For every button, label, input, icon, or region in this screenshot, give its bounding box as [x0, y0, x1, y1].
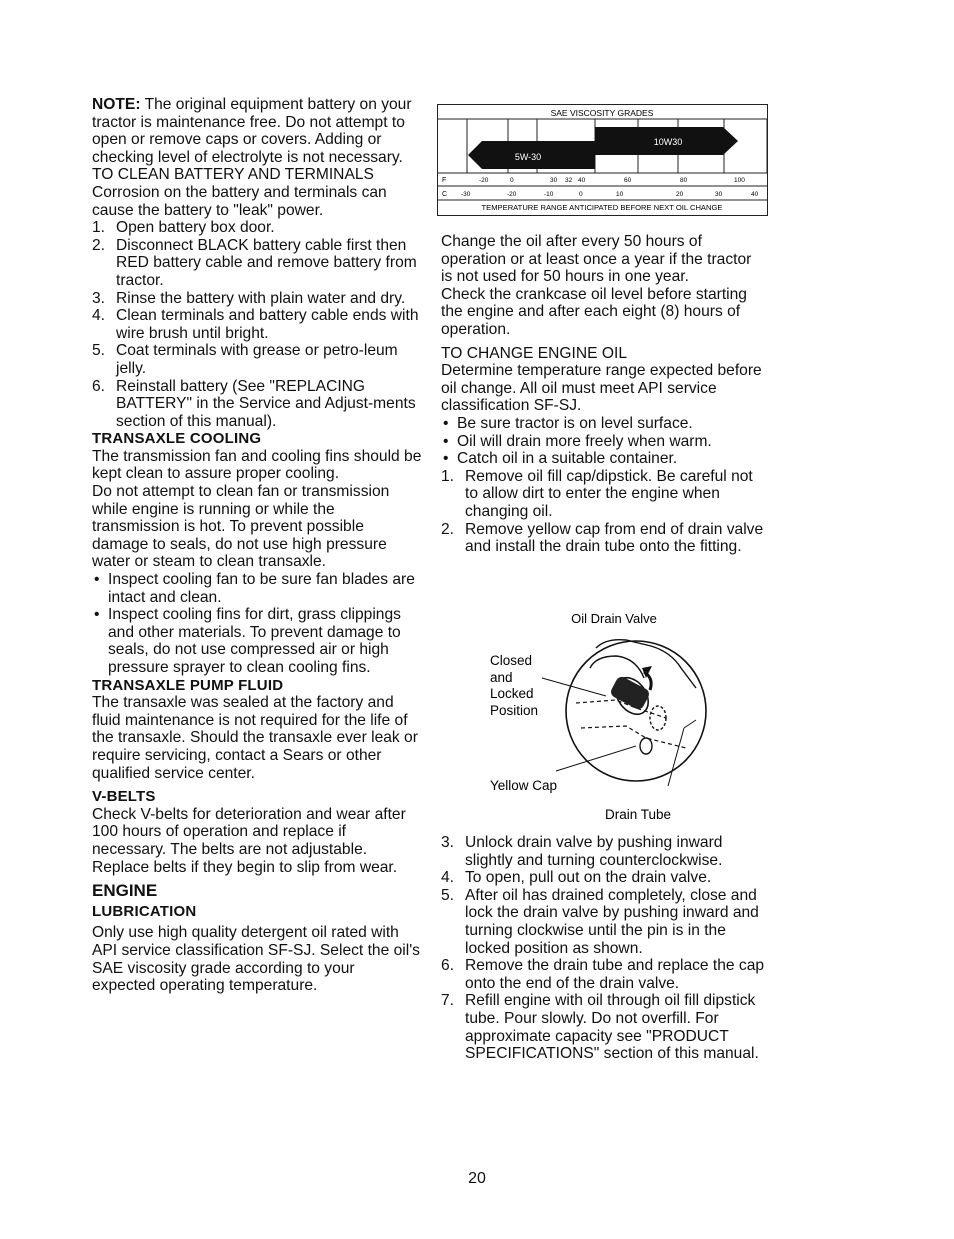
- chart-footer: TEMPERATURE RANGE ANTICIPATED BEFORE NEXT OIL CHANGE: [481, 203, 723, 212]
- pump-fluid-heading: TRANSAXLE PUMP FLUID: [92, 676, 284, 694]
- bullet-icon: •: [443, 414, 449, 432]
- note-label: NOTE:: [92, 96, 141, 113]
- f-tick: 32: [565, 177, 573, 184]
- list-item: [92, 219, 422, 237]
- celsius-label: C: [442, 191, 448, 198]
- label-drain-tube: Drain Tube: [604, 807, 672, 822]
- bullet-text: Oil will drain more freely when warm.: [457, 432, 712, 450]
- lubrication-heading: LUBRICATION: [92, 902, 197, 920]
- clean-battery-heading: TO CLEAN BATTERY AND TERMINALS: [92, 166, 374, 184]
- list-item: [92, 290, 422, 308]
- step-number: 6.: [441, 957, 455, 975]
- label-closed-line1: Closed: [490, 653, 533, 668]
- c-tick: 40: [751, 191, 759, 198]
- diagram-title: Oil Drain Valve: [571, 611, 657, 626]
- bullet-text: Catch oil in a suitable container.: [457, 450, 678, 468]
- step-text: Remove oil fill cap/dipstick. Be careful not to allow dirt to enter the engine when changing oil.: [465, 467, 753, 520]
- clean-battery-steps: [92, 219, 422, 430]
- band-5w30-label: 5W-30: [514, 152, 542, 162]
- right-column: [441, 233, 766, 556]
- bullet-text: Be sure tractor is on level surface.: [457, 414, 693, 432]
- vbelts-text: Check V-belts for deterioration and wear after 100 hours of operation and replace if necessary. The belts are not adjustable. Replace belts if they begin to slip from wear.: [92, 805, 406, 876]
- c-tick: -30: [461, 191, 471, 198]
- note-text: The original equipment battery on your tractor is maintenance free. Do not attempt to open or remove caps or covers. Adding or checking level of electrolyte is not necessary.: [92, 96, 412, 166]
- band-10w30-label: 10W30: [653, 137, 683, 147]
- step-number: 6.: [92, 377, 106, 395]
- clean-battery-intro: Corrosion on the battery and terminals can cause the battery to "leak" power.: [92, 183, 387, 219]
- list-item: [441, 834, 766, 869]
- determine-text: Determine temperature range expected before oil change. All oil must meet API service classification SF-SJ.: [441, 362, 762, 415]
- bullet-icon: •: [94, 571, 100, 589]
- c-tick: 0: [579, 191, 583, 198]
- battery-note: [92, 96, 422, 166]
- list-item: [92, 307, 422, 342]
- list-item: [441, 992, 766, 1062]
- fahrenheit-label: F: [442, 177, 447, 184]
- step-text: After oil has drained completely, close and lock the drain valve by pushing inward and turning clockwise until the pin is in the locked position as shown.: [465, 886, 759, 957]
- list-item: [441, 869, 766, 887]
- step-text: Coat terminals with grease or petro-leum jelly.: [116, 342, 398, 377]
- step-text: To open, pull out on the drain valve.: [465, 869, 712, 887]
- step-number: 5.: [92, 342, 106, 360]
- oil-drain-valve-diagram: [486, 608, 726, 826]
- step-number: 2.: [92, 236, 106, 254]
- transaxle-cooling-bullets: [92, 571, 422, 677]
- list-item: [441, 450, 766, 468]
- bullet-icon: •: [443, 432, 449, 450]
- step-text: Clean terminals and battery cable ends with wire brush until bright.: [116, 307, 419, 342]
- list-item: [441, 468, 766, 521]
- step-number: 3.: [441, 834, 455, 851]
- transaxle-cooling-paragraph-2: Do not attempt to clean fan or transmission while engine is running or while the transmission is hot. To prevent possible damage to seals, do not use high pressure water or steam to clean transaxle.: [92, 483, 390, 571]
- step-number: 4.: [92, 307, 106, 325]
- list-item: [92, 606, 422, 676]
- c-tick: 20: [676, 191, 684, 198]
- step-number: 7.: [441, 992, 455, 1010]
- bullet-icon: •: [94, 606, 100, 624]
- step-text: Open battery box door.: [116, 219, 275, 237]
- step-text: Refill engine with oil through oil fill dipstick tube. Pour slowly. Do not overfill. For approximate capacity see "PRODUCT SPECIFICATIONS" section of this manual.: [465, 992, 759, 1063]
- left-column: [92, 96, 422, 995]
- lubrication-text: Only use high quality detergent oil rated with API service classification SF-SJ. Select the oil's SAE viscosity grade according to your expected operating temperature.: [92, 924, 420, 995]
- list-item: [92, 342, 422, 377]
- c-tick: -20: [507, 191, 517, 198]
- list-item: [441, 415, 766, 433]
- step-number: 1.: [92, 219, 106, 237]
- transaxle-cooling-paragraph-1: The transmission fan and cooling fins should be kept clean to assure proper cooling.: [92, 447, 422, 483]
- chart-title: SAE VISCOSITY GRADES: [550, 108, 654, 118]
- to-change-heading: TO CHANGE ENGINE OIL: [441, 344, 628, 362]
- engine-heading: ENGINE: [92, 881, 158, 901]
- step-text: Disconnect BLACK battery cable first then RED battery cable and remove battery from tractor.: [116, 236, 417, 289]
- viscosity-chart-graphic: [438, 105, 767, 215]
- change-oil-paragraph-2: Check the crankcase oil level before starting the engine and after each eight (8) hours of operation.: [441, 285, 747, 338]
- change-oil-paragraph-1: Change the oil after every 50 hours of operation or at least once a year if the tractor is not used for 50 hours in one year.: [441, 233, 752, 286]
- label-closed-line4: Position: [490, 703, 539, 718]
- step-number: 2.: [441, 520, 455, 538]
- bullet-text: Inspect cooling fins for dirt, grass clippings and other materials. To prevent damage to seals, do not use compressed air or high pressure sprayer to clean cooling fins.: [108, 606, 401, 676]
- f-tick: -20: [479, 177, 489, 184]
- list-item: [441, 521, 766, 556]
- f-tick: 60: [624, 177, 632, 184]
- c-tick: -10: [544, 191, 554, 198]
- list-item: [441, 433, 766, 451]
- f-tick: 80: [680, 177, 688, 184]
- step-number: 5.: [441, 886, 455, 904]
- right-column-continued: [441, 834, 766, 1063]
- detail-circle: [566, 641, 706, 781]
- step-text: Remove the drain tube and replace the cap onto the end of the drain valve.: [465, 957, 765, 992]
- transaxle-cooling-heading: TRANSAXLE COOLING: [92, 430, 262, 448]
- f-tick: 0: [510, 177, 514, 184]
- step-number: 4.: [441, 869, 455, 887]
- oil-drain-valve-illustration: [486, 608, 726, 826]
- step-text: Rinse the battery with plain water and dry.: [116, 289, 406, 307]
- pump-fluid-text: The transaxle was sealed at the factory and fluid maintenance is not required for the life of the transaxle. Should the transaxle ever leak or require servicing, contact a Sears or other qualified service center.: [92, 694, 418, 782]
- sae-viscosity-chart: [437, 104, 768, 216]
- step-number: 3.: [92, 289, 106, 307]
- f-tick: 100: [734, 177, 745, 184]
- list-item: [441, 957, 766, 992]
- list-item: [92, 378, 422, 431]
- list-item: [441, 887, 766, 957]
- vbelts-heading: V-BELTS: [92, 788, 156, 806]
- oil-change-bullets: [441, 415, 766, 468]
- f-tick: 30: [550, 177, 558, 184]
- c-tick: 30: [715, 191, 723, 198]
- list-item: [92, 571, 422, 606]
- step-text: Remove yellow cap from end of drain valve and install the drain tube onto the fitting.: [465, 520, 764, 556]
- oil-change-steps-b: [441, 834, 766, 1063]
- label-yellow-cap: Yellow Cap: [490, 778, 558, 793]
- step-text: Reinstall battery (See "REPLACING BATTERY" in the Service and Adjust-ments section of this manual).: [116, 377, 416, 430]
- label-closed-line2: and: [490, 670, 513, 685]
- f-tick: 40: [578, 177, 586, 184]
- step-number: 1.: [441, 467, 455, 485]
- c-tick: 10: [616, 191, 624, 198]
- oil-change-steps-a: [441, 468, 766, 556]
- page-number: 20: [468, 1170, 486, 1187]
- step-text: Unlock drain valve by pushing inward slightly and turning counterclockwise.: [465, 834, 723, 869]
- bullet-icon: •: [443, 450, 449, 468]
- list-item: [92, 237, 422, 290]
- bullet-text: Inspect cooling fan to be sure fan blades are intact and clean.: [108, 571, 415, 606]
- label-closed-line3: Locked: [490, 686, 534, 701]
